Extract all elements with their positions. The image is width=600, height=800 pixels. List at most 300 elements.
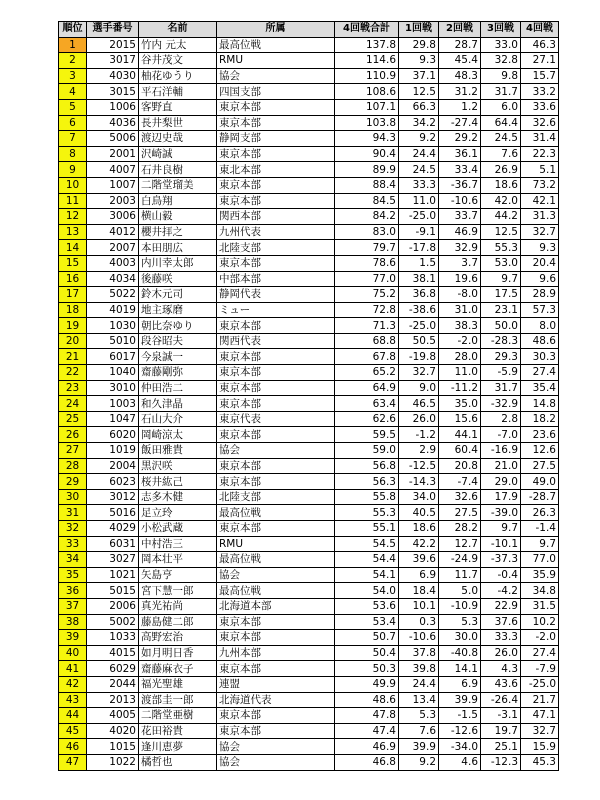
total-cell: 50.3 xyxy=(335,661,399,677)
affiliation-cell: 東京代表 xyxy=(217,411,335,427)
round-4-cell: 45.3 xyxy=(521,754,559,770)
round-2-cell: -10.6 xyxy=(439,193,481,209)
round-3-cell: 31.7 xyxy=(481,380,521,396)
round-1-cell: 46.5 xyxy=(399,396,439,412)
round-4-cell: 35.4 xyxy=(521,380,559,396)
round-1-cell: 0.3 xyxy=(399,614,439,630)
total-cell: 67.8 xyxy=(335,349,399,365)
table-row xyxy=(59,271,559,287)
header-round-4: 4回戦 xyxy=(521,22,559,38)
total-cell: 89.9 xyxy=(335,162,399,178)
round-4-cell: 27.4 xyxy=(521,365,559,381)
round-2-cell: 32.6 xyxy=(439,489,481,505)
round-1-cell: -1.2 xyxy=(399,427,439,443)
round-4-cell: -28.7 xyxy=(521,489,559,505)
rank-cell: 10 xyxy=(59,177,87,193)
player-number-cell: 3017 xyxy=(87,53,139,69)
round-3-cell: 9.8 xyxy=(481,68,521,84)
round-3-cell: 33.3 xyxy=(481,630,521,646)
total-cell: 114.6 xyxy=(335,53,399,69)
round-3-cell: -26.4 xyxy=(481,692,521,708)
table-row xyxy=(59,411,559,427)
rank-cell: 34 xyxy=(59,552,87,568)
total-cell: 54.4 xyxy=(335,552,399,568)
player-number-cell: 1047 xyxy=(87,411,139,427)
player-number-cell: 2004 xyxy=(87,458,139,474)
round-2-cell: 4.6 xyxy=(439,754,481,770)
table-row xyxy=(59,443,559,459)
round-3-cell: -10.1 xyxy=(481,536,521,552)
affiliation-cell: 東京本部 xyxy=(217,380,335,396)
player-number-cell: 6017 xyxy=(87,349,139,365)
name-cell: 鈴木元司 xyxy=(139,287,217,303)
rank-cell: 27 xyxy=(59,443,87,459)
affiliation-cell: 関西本部 xyxy=(217,209,335,225)
table-row xyxy=(59,380,559,396)
rank-cell: 30 xyxy=(59,489,87,505)
rank-cell: 39 xyxy=(59,630,87,646)
round-3-cell: -4.2 xyxy=(481,583,521,599)
round-3-cell: 9.7 xyxy=(481,271,521,287)
affiliation-cell: 東京本部 xyxy=(217,614,335,630)
round-4-cell: 9.6 xyxy=(521,271,559,287)
player-number-cell: 4019 xyxy=(87,302,139,318)
total-cell: 83.0 xyxy=(335,224,399,240)
table-row xyxy=(59,318,559,334)
player-number-cell: 3015 xyxy=(87,84,139,100)
table-row xyxy=(59,115,559,131)
round-4-cell: 26.3 xyxy=(521,505,559,521)
round-4-cell: 15.7 xyxy=(521,68,559,84)
player-number-cell: 3012 xyxy=(87,489,139,505)
affiliation-cell: 中部本部 xyxy=(217,271,335,287)
round-4-cell: 20.4 xyxy=(521,255,559,271)
round-4-cell: 47.1 xyxy=(521,708,559,724)
rank-cell: 1 xyxy=(59,37,87,53)
player-number-cell: 3006 xyxy=(87,209,139,225)
affiliation-cell: 東京本部 xyxy=(217,99,335,115)
round-1-cell: 24.4 xyxy=(399,676,439,692)
round-2-cell: 14.1 xyxy=(439,661,481,677)
round-4-cell: 27.5 xyxy=(521,458,559,474)
round-3-cell: 22.9 xyxy=(481,598,521,614)
total-cell: 54.5 xyxy=(335,536,399,552)
header-round-1: 1回戦 xyxy=(399,22,439,38)
rank-cell: 12 xyxy=(59,209,87,225)
player-number-cell: 1021 xyxy=(87,567,139,583)
round-1-cell: -10.6 xyxy=(399,630,439,646)
name-cell: 石山大介 xyxy=(139,411,217,427)
round-3-cell: -32.9 xyxy=(481,396,521,412)
round-2-cell: 28.7 xyxy=(439,37,481,53)
round-3-cell: 7.6 xyxy=(481,146,521,162)
total-cell: 63.4 xyxy=(335,396,399,412)
table-row xyxy=(59,349,559,365)
table-row xyxy=(59,99,559,115)
round-4-cell: -25.0 xyxy=(521,676,559,692)
total-cell: 110.9 xyxy=(335,68,399,84)
name-cell: 和久津晶 xyxy=(139,396,217,412)
player-number-cell: 1033 xyxy=(87,630,139,646)
table-row xyxy=(59,536,559,552)
rank-cell: 23 xyxy=(59,380,87,396)
round-2-cell: 35.0 xyxy=(439,396,481,412)
name-cell: 朝比奈ゆり xyxy=(139,318,217,334)
affiliation-cell: 東京本部 xyxy=(217,318,335,334)
round-1-cell: 33.3 xyxy=(399,177,439,193)
rank-cell: 13 xyxy=(59,224,87,240)
affiliation-cell: 東京本部 xyxy=(217,427,335,443)
round-4-cell: 48.6 xyxy=(521,333,559,349)
round-3-cell: 19.7 xyxy=(481,723,521,739)
rank-cell: 9 xyxy=(59,162,87,178)
total-cell: 54.1 xyxy=(335,567,399,583)
round-1-cell: 12.5 xyxy=(399,84,439,100)
rank-cell: 19 xyxy=(59,318,87,334)
player-number-cell: 6031 xyxy=(87,536,139,552)
round-2-cell: 31.2 xyxy=(439,84,481,100)
round-1-cell: -38.6 xyxy=(399,302,439,318)
round-1-cell: 18.6 xyxy=(399,521,439,537)
affiliation-cell: 東京本部 xyxy=(217,255,335,271)
round-2-cell: 6.9 xyxy=(439,676,481,692)
name-cell: 中村浩三 xyxy=(139,536,217,552)
player-number-cell: 1040 xyxy=(87,365,139,381)
round-3-cell: 50.0 xyxy=(481,318,521,334)
affiliation-cell: 最高位戦 xyxy=(217,37,335,53)
round-1-cell: 9.2 xyxy=(399,754,439,770)
round-1-cell: 66.3 xyxy=(399,99,439,115)
name-cell: 福光聖雄 xyxy=(139,676,217,692)
rank-cell: 11 xyxy=(59,193,87,209)
round-2-cell: 5.0 xyxy=(439,583,481,599)
player-number-cell: 1022 xyxy=(87,754,139,770)
name-cell: 内川幸太郎 xyxy=(139,255,217,271)
player-number-cell: 2001 xyxy=(87,146,139,162)
round-1-cell: 34.2 xyxy=(399,115,439,131)
total-cell: 84.2 xyxy=(335,209,399,225)
rank-cell: 28 xyxy=(59,458,87,474)
name-cell: 竹内 元太 xyxy=(139,37,217,53)
name-cell: 宮下慧一郎 xyxy=(139,583,217,599)
total-cell: 55.8 xyxy=(335,489,399,505)
name-cell: 岡本壮平 xyxy=(139,552,217,568)
round-3-cell: 12.5 xyxy=(481,224,521,240)
rank-cell: 24 xyxy=(59,396,87,412)
name-cell: 本田朋広 xyxy=(139,240,217,256)
round-4-cell: 32.6 xyxy=(521,115,559,131)
round-2-cell: -7.4 xyxy=(439,474,481,490)
player-number-cell: 6020 xyxy=(87,427,139,443)
name-cell: 渡辺史哉 xyxy=(139,131,217,147)
table-row xyxy=(59,209,559,225)
rank-cell: 42 xyxy=(59,676,87,692)
round-2-cell: -27.4 xyxy=(439,115,481,131)
rank-cell: 4 xyxy=(59,84,87,100)
round-1-cell: 40.5 xyxy=(399,505,439,521)
total-cell: 77.0 xyxy=(335,271,399,287)
affiliation-cell: 協会 xyxy=(217,739,335,755)
round-1-cell: 29.8 xyxy=(399,37,439,53)
affiliation-cell: 協会 xyxy=(217,68,335,84)
round-4-cell: 32.7 xyxy=(521,224,559,240)
total-cell: 71.3 xyxy=(335,318,399,334)
name-cell: 二階堂亜樹 xyxy=(139,708,217,724)
round-3-cell: 37.6 xyxy=(481,614,521,630)
rank-cell: 26 xyxy=(59,427,87,443)
total-cell: 59.0 xyxy=(335,443,399,459)
round-2-cell: 33.7 xyxy=(439,209,481,225)
affiliation-cell: 協会 xyxy=(217,754,335,770)
name-cell: 真光祐尚 xyxy=(139,598,217,614)
name-cell: 飯田雅貴 xyxy=(139,443,217,459)
round-4-cell: 28.9 xyxy=(521,287,559,303)
round-2-cell: -40.8 xyxy=(439,645,481,661)
round-4-cell: 8.0 xyxy=(521,318,559,334)
round-3-cell: -12.3 xyxy=(481,754,521,770)
header-round-3: 3回戦 xyxy=(481,22,521,38)
table-row xyxy=(59,255,559,271)
rank-cell: 41 xyxy=(59,661,87,677)
table-row xyxy=(59,146,559,162)
round-4-cell: 31.5 xyxy=(521,598,559,614)
round-2-cell: 12.7 xyxy=(439,536,481,552)
round-4-cell: 18.2 xyxy=(521,411,559,427)
round-1-cell: 11.0 xyxy=(399,193,439,209)
affiliation-cell: 最高位戦 xyxy=(217,505,335,521)
table-header xyxy=(59,22,559,38)
round-4-cell: 35.9 xyxy=(521,567,559,583)
standings-table xyxy=(58,21,559,771)
rank-cell: 25 xyxy=(59,411,87,427)
round-1-cell: 39.8 xyxy=(399,661,439,677)
round-3-cell: 44.2 xyxy=(481,209,521,225)
table-row xyxy=(59,676,559,692)
round-1-cell: 42.2 xyxy=(399,536,439,552)
round-1-cell: 34.0 xyxy=(399,489,439,505)
round-3-cell: -37.3 xyxy=(481,552,521,568)
round-2-cell: -2.0 xyxy=(439,333,481,349)
table-row xyxy=(59,598,559,614)
player-number-cell: 2044 xyxy=(87,676,139,692)
total-cell: 94.3 xyxy=(335,131,399,147)
total-cell: 46.9 xyxy=(335,739,399,755)
round-1-cell: 7.6 xyxy=(399,723,439,739)
affiliation-cell: 連盟 xyxy=(217,676,335,692)
player-number-cell: 4036 xyxy=(87,115,139,131)
player-number-cell: 3010 xyxy=(87,380,139,396)
player-number-cell: 2007 xyxy=(87,240,139,256)
round-4-cell: 32.7 xyxy=(521,723,559,739)
table-row xyxy=(59,37,559,53)
name-cell: 櫻井拝之 xyxy=(139,224,217,240)
name-cell: 矢島亨 xyxy=(139,567,217,583)
round-4-cell: 9.7 xyxy=(521,536,559,552)
round-4-cell: 27.4 xyxy=(521,645,559,661)
round-2-cell: -8.0 xyxy=(439,287,481,303)
table-row xyxy=(59,754,559,770)
round-4-cell: -2.0 xyxy=(521,630,559,646)
round-2-cell: 15.6 xyxy=(439,411,481,427)
rank-cell: 35 xyxy=(59,567,87,583)
player-number-cell: 5015 xyxy=(87,583,139,599)
round-2-cell: 19.6 xyxy=(439,271,481,287)
name-cell: 石井良樹 xyxy=(139,162,217,178)
table-row xyxy=(59,84,559,100)
header-affiliation: 所属 xyxy=(217,22,335,38)
affiliation-cell: 東京本部 xyxy=(217,365,335,381)
rank-cell: 40 xyxy=(59,645,87,661)
total-cell: 78.6 xyxy=(335,255,399,271)
round-2-cell: 28.2 xyxy=(439,521,481,537)
rank-cell: 29 xyxy=(59,474,87,490)
round-3-cell: 4.3 xyxy=(481,661,521,677)
affiliation-cell: 東北本部 xyxy=(217,162,335,178)
rank-cell: 47 xyxy=(59,754,87,770)
round-2-cell: -1.5 xyxy=(439,708,481,724)
affiliation-cell: 北陸支部 xyxy=(217,489,335,505)
total-cell: 62.6 xyxy=(335,411,399,427)
rank-cell: 18 xyxy=(59,302,87,318)
round-4-cell: 10.2 xyxy=(521,614,559,630)
affiliation-cell: 協会 xyxy=(217,443,335,459)
round-3-cell: 33.0 xyxy=(481,37,521,53)
round-1-cell: 39.6 xyxy=(399,552,439,568)
round-1-cell: 13.4 xyxy=(399,692,439,708)
name-cell: 長井梨世 xyxy=(139,115,217,131)
name-cell: 齋藤麻衣子 xyxy=(139,661,217,677)
player-number-cell: 5010 xyxy=(87,333,139,349)
affiliation-cell: 東京本部 xyxy=(217,396,335,412)
total-cell: 65.2 xyxy=(335,365,399,381)
rank-cell: 5 xyxy=(59,99,87,115)
round-4-cell: -7.9 xyxy=(521,661,559,677)
table-row xyxy=(59,302,559,318)
round-3-cell: 31.7 xyxy=(481,84,521,100)
round-1-cell: 9.3 xyxy=(399,53,439,69)
round-2-cell: 27.5 xyxy=(439,505,481,521)
table-row xyxy=(59,240,559,256)
round-4-cell: 46.3 xyxy=(521,37,559,53)
round-3-cell: 18.6 xyxy=(481,177,521,193)
total-cell: 79.7 xyxy=(335,240,399,256)
table-row xyxy=(59,661,559,677)
round-2-cell: 3.7 xyxy=(439,255,481,271)
round-2-cell: -12.6 xyxy=(439,723,481,739)
rank-cell: 37 xyxy=(59,598,87,614)
rank-cell: 36 xyxy=(59,583,87,599)
rank-cell: 7 xyxy=(59,131,87,147)
total-cell: 107.1 xyxy=(335,99,399,115)
name-cell: 高野宏治 xyxy=(139,630,217,646)
round-3-cell: 2.8 xyxy=(481,411,521,427)
name-cell: 齋藤剛弥 xyxy=(139,365,217,381)
affiliation-cell: 北海道本部 xyxy=(217,598,335,614)
rank-cell: 46 xyxy=(59,739,87,755)
total-cell: 53.4 xyxy=(335,614,399,630)
round-2-cell: 33.4 xyxy=(439,162,481,178)
affiliation-cell: 東京本部 xyxy=(217,661,335,677)
table-row xyxy=(59,614,559,630)
total-cell: 72.8 xyxy=(335,302,399,318)
round-4-cell: -1.4 xyxy=(521,521,559,537)
affiliation-cell: ミュー xyxy=(217,302,335,318)
round-1-cell: 1.5 xyxy=(399,255,439,271)
player-number-cell: 4034 xyxy=(87,271,139,287)
round-1-cell: 9.0 xyxy=(399,380,439,396)
player-number-cell: 5006 xyxy=(87,131,139,147)
rank-cell: 20 xyxy=(59,333,87,349)
round-1-cell: 26.0 xyxy=(399,411,439,427)
header-round-2: 2回戦 xyxy=(439,22,481,38)
round-1-cell: 38.1 xyxy=(399,271,439,287)
round-3-cell: -16.9 xyxy=(481,443,521,459)
round-4-cell: 77.0 xyxy=(521,552,559,568)
total-cell: 50.7 xyxy=(335,630,399,646)
name-cell: 逢川恵夢 xyxy=(139,739,217,755)
round-1-cell: 39.9 xyxy=(399,739,439,755)
name-cell: 岡崎涼太 xyxy=(139,427,217,443)
round-4-cell: 27.1 xyxy=(521,53,559,69)
affiliation-cell: 東京本部 xyxy=(217,474,335,490)
table-row xyxy=(59,521,559,537)
affiliation-cell: 東京本部 xyxy=(217,458,335,474)
round-2-cell: 1.2 xyxy=(439,99,481,115)
round-4-cell: 42.1 xyxy=(521,193,559,209)
round-1-cell: 24.5 xyxy=(399,162,439,178)
player-number-cell: 4029 xyxy=(87,521,139,537)
name-cell: 横山毅 xyxy=(139,209,217,225)
affiliation-cell: RMU xyxy=(217,536,335,552)
name-cell: 白鳥翔 xyxy=(139,193,217,209)
round-1-cell: 18.4 xyxy=(399,583,439,599)
table-row xyxy=(59,692,559,708)
affiliation-cell: 四国支部 xyxy=(217,84,335,100)
table-row xyxy=(59,68,559,84)
round-3-cell: 9.7 xyxy=(481,521,521,537)
rank-cell: 17 xyxy=(59,287,87,303)
round-1-cell: 36.8 xyxy=(399,287,439,303)
affiliation-cell: 九州代表 xyxy=(217,224,335,240)
rank-cell: 31 xyxy=(59,505,87,521)
table-row xyxy=(59,162,559,178)
affiliation-cell: 最高位戦 xyxy=(217,583,335,599)
round-2-cell: 5.3 xyxy=(439,614,481,630)
total-cell: 75.2 xyxy=(335,287,399,303)
name-cell: 足立玲 xyxy=(139,505,217,521)
table-row xyxy=(59,224,559,240)
total-cell: 64.9 xyxy=(335,380,399,396)
round-1-cell: -25.0 xyxy=(399,209,439,225)
round-3-cell: 29.3 xyxy=(481,349,521,365)
round-2-cell: 29.2 xyxy=(439,131,481,147)
round-3-cell: 17.9 xyxy=(481,489,521,505)
round-2-cell: 11.0 xyxy=(439,365,481,381)
player-number-cell: 1006 xyxy=(87,99,139,115)
round-1-cell: -12.5 xyxy=(399,458,439,474)
round-3-cell: -3.1 xyxy=(481,708,521,724)
affiliation-cell: 最高位戦 xyxy=(217,552,335,568)
rank-cell: 8 xyxy=(59,146,87,162)
player-number-cell: 4030 xyxy=(87,68,139,84)
rank-cell: 22 xyxy=(59,365,87,381)
name-cell: 客野直 xyxy=(139,99,217,115)
round-2-cell: -11.2 xyxy=(439,380,481,396)
round-4-cell: 22.3 xyxy=(521,146,559,162)
round-3-cell: 25.1 xyxy=(481,739,521,755)
round-4-cell: 9.3 xyxy=(521,240,559,256)
round-1-cell: -17.8 xyxy=(399,240,439,256)
